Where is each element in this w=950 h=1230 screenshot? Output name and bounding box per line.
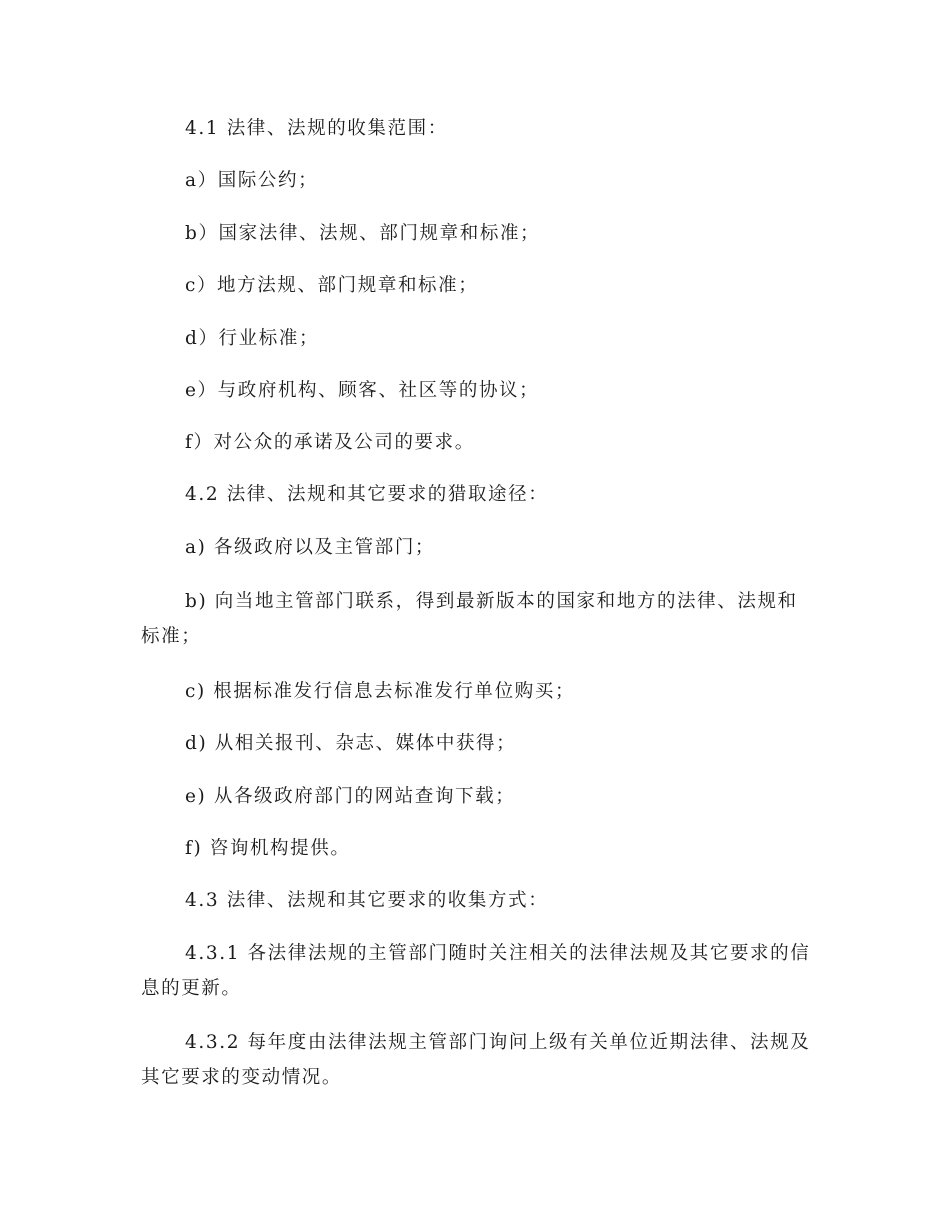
list-item: a) 各级政府以及主管部门； <box>185 537 436 558</box>
list-item: c）地方法规、部门规章和标准； <box>185 275 479 296</box>
list-item: b）国家法律、法规、部门规章和标准； <box>185 223 541 244</box>
list-item: e) 从各级政府部门的网站查询下载； <box>185 786 516 807</box>
list-item: e）与政府机构、顾客、社区等的协议； <box>185 380 540 401</box>
list-item: a）国际公约； <box>185 170 319 191</box>
list-item: f）对公众的承诺及公司的要求。 <box>185 432 475 453</box>
section-4-1-heading: 4.1 法律、法规的收集范围： <box>185 118 448 139</box>
section-4-3-1-paragraph: 4.3.1 各法律法规的主管部门随时关注相关的法律法规及其它要求的信息的更新。 <box>141 943 811 999</box>
list-item: b) 向当地主管部门联系，得到最新版本的国家和地方的法律、法规和标准； <box>141 591 798 647</box>
list-item: d) 从相关报刊、杂志、媒体中获得； <box>185 733 517 754</box>
list-item: d）行业标准； <box>185 328 320 349</box>
section-4-2-heading: 4.2 法律、法规和其它要求的猎取途径： <box>185 484 549 505</box>
section-4-3-2-paragraph: 4.3.2 每年度由法律法规主管部门询问上级有关单位近期法律、法规及其它要求的变动情况。 <box>141 1032 811 1088</box>
section-4-3-heading: 4.3 法律、法规和其它要求的收集方式： <box>185 890 549 911</box>
list-item: f) 咨询机构提供。 <box>185 838 351 859</box>
list-item: c) 根据标准发行信息去标准发行单位购买； <box>185 681 576 702</box>
